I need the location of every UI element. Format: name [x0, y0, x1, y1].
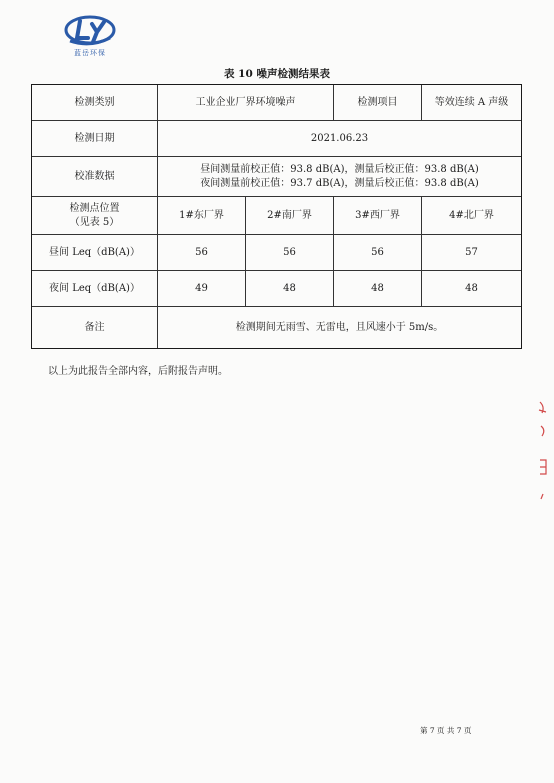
point-1: 1#东厂界 — [158, 197, 246, 235]
night-leq-point-1: 49 — [158, 271, 246, 307]
night-leq-point-3: 48 — [334, 271, 422, 307]
date-value: 2021.06.23 — [158, 121, 521, 157]
page-number: 第 7 页 共 7 页 — [420, 726, 472, 735]
table-title: 表 10 噪声检测结果表 — [224, 68, 330, 80]
footer-note: 以上为此报告全部内容，后附报告声明。 — [48, 366, 228, 377]
company-logo — [60, 14, 120, 60]
night-leq-point-2: 48 — [246, 271, 334, 307]
calibration-line-day: 昼间测量前校正值：93.8 dB(A)，测量后校正值：93.8 dB(A) — [200, 164, 479, 175]
remarks-label: 备注 — [32, 307, 158, 348]
remarks-value: 检测期间无雨雪、无雷电，且风速小于 5m/s。 — [235, 321, 444, 333]
point-4: 4#北厂界 — [422, 197, 521, 235]
point-2: 2#南厂界 — [246, 197, 334, 235]
day-leq-label: 昼间 Leq（dB(A)） — [32, 235, 158, 271]
date-label: 检测日期 — [32, 121, 158, 157]
calibration-value — [158, 157, 521, 197]
calibration-label: 校准数据 — [32, 157, 158, 197]
point-3: 3#西厂界 — [334, 197, 422, 235]
night-leq-label: 夜间 Leq（dB(A)） — [32, 271, 158, 307]
night-leq-point-4: 48 — [422, 271, 521, 307]
seal-stamp-fragment — [536, 398, 550, 503]
day-leq-point-1: 56 — [158, 235, 246, 271]
noise-result-table — [31, 84, 522, 349]
point-location-label-line1: 检测点位置 — [69, 203, 120, 214]
category-label: 检测类别 — [32, 85, 158, 121]
day-leq-point-2: 56 — [246, 235, 334, 271]
item-value: 等效连续 A 声级 — [422, 85, 521, 121]
calibration-line-night: 夜间测量前校正值：93.7 dB(A)，测量后校正值：93.8 dB(A) — [200, 177, 479, 189]
day-leq-point-3: 56 — [334, 235, 422, 271]
logo-mark-icon — [60, 14, 120, 48]
point-location-label — [32, 197, 158, 235]
point-location-label-line2: （见表 5） — [69, 216, 120, 228]
logo-text: 蓝岳环保 — [74, 49, 106, 57]
day-leq-point-4: 57 — [422, 235, 521, 271]
category-value: 工业企业厂界环境噪声 — [158, 85, 334, 121]
item-label: 检测项目 — [334, 85, 422, 121]
